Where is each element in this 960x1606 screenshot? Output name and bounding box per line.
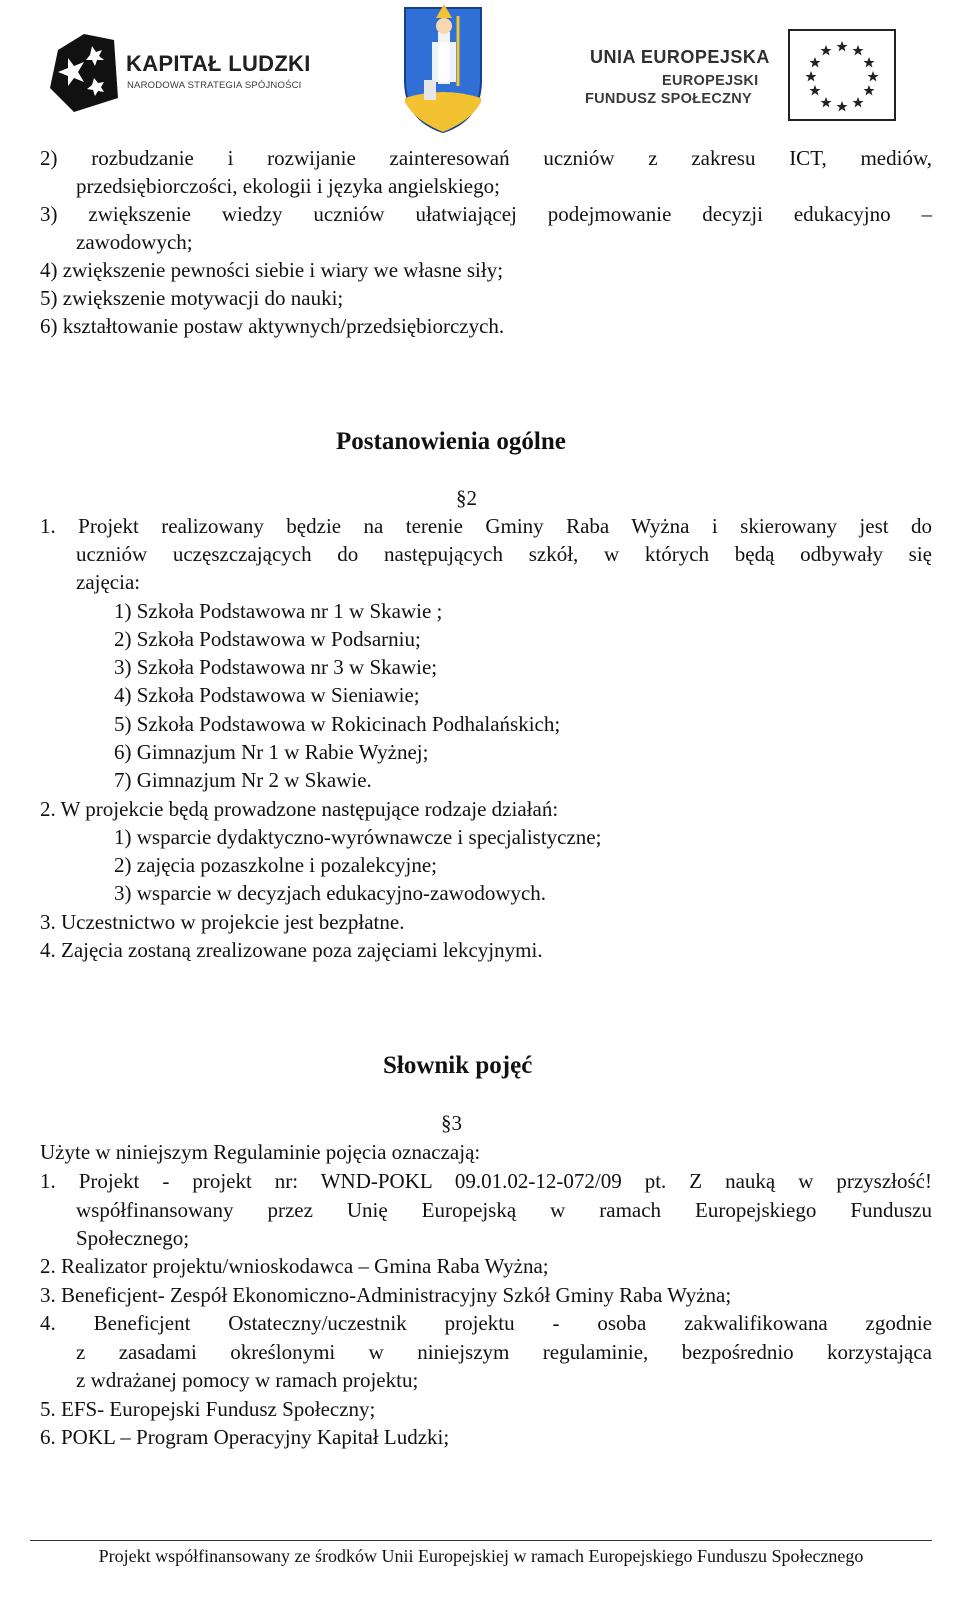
kapital-ludzki-emblem-icon bbox=[44, 28, 124, 114]
goal-line: zawodowych; bbox=[76, 230, 193, 254]
section-heading: Postanowienia ogólne bbox=[336, 428, 566, 455]
item1-line: zajęcia: bbox=[76, 570, 141, 594]
eu-flag-icon bbox=[788, 29, 896, 121]
ue-subtitle-2: FUNDUSZ SPOŁECZNY bbox=[585, 91, 753, 107]
school-list-item: 5) Szkoła Podstawowa w Rokicinach Podhalańskich; bbox=[114, 712, 561, 736]
eu-logo bbox=[560, 25, 920, 125]
item2-line: 2. W projekcie będą prowadzone następujące rodzaje działań: bbox=[40, 797, 559, 821]
section-heading: Słownik pojęć bbox=[383, 1052, 533, 1079]
ue-subtitle-1: EUROPEJSKI bbox=[662, 73, 759, 89]
glossary-line: 3. Beneficjent- Zespół Ekonomiczno-Administracyjny Szkół Gminy Raba Wyżna; bbox=[40, 1283, 732, 1307]
activity-list-item: 3) wsparcie w decyzjach edukacyjno-zawodowych. bbox=[114, 881, 547, 905]
gmina-coat-of-arms-icon bbox=[402, 2, 484, 134]
goal-line: 3) zwiększenie wiedzy uczniów ułatwiającej podejmowanie decyzji edukacyjno – bbox=[40, 202, 932, 226]
activity-list-item: 1) wsparcie dydaktyczno-wyrównawcze i specjalistyczne; bbox=[114, 825, 602, 849]
activity-list-item: 2) zajęcia pozaszkolne i pozalekcyjne; bbox=[114, 853, 437, 877]
page-header bbox=[0, 0, 960, 140]
school-list-item: 4) Szkoła Podstawowa w Sieniawie; bbox=[114, 683, 420, 707]
page-footer: Projekt współfinansowany ze środków Unii Europejskiej w ramach Europejskiego Funduszu Społecznego bbox=[98, 1546, 864, 1566]
item1-line: uczniów uczęszczających do następujących szkół, w których będą odbywały się bbox=[76, 542, 932, 566]
footer-divider bbox=[30, 1540, 932, 1541]
glossary-line: 1. Projekt - projekt nr: WND-POKL 09.01.02-12-072/09 pt. Z nauką w przyszłość! bbox=[40, 1169, 932, 1193]
glossary-line: Społecznego; bbox=[76, 1226, 190, 1250]
goal-line: 6) kształtowanie postaw aktywnych/przedsiębiorczych. bbox=[40, 314, 505, 338]
school-list-item: 1) Szkoła Podstawowa nr 1 w Skawie ; bbox=[114, 599, 443, 623]
paragraph-mark: §3 bbox=[441, 1111, 462, 1135]
ue-title: UNIA EUROPEJSKA bbox=[590, 47, 770, 67]
glossary-line: 5. EFS- Europejski Fundusz Społeczny; bbox=[40, 1397, 376, 1421]
glossary-line: 6. POKL – Program Operacyjny Kapitał Ludzki; bbox=[40, 1425, 450, 1449]
item3-line: 3. Uczestnictwo w projekcie jest bezpłatne. bbox=[40, 910, 405, 934]
goal-line: 4) zwiększenie pewności siebie i wiary we własne siły; bbox=[40, 258, 504, 282]
kapital-ludzki-subtitle: NARODOWA STRATEGIA SPÓJNOŚCI bbox=[127, 80, 302, 91]
goal-line: 5) zwiększenie motywacji do nauki; bbox=[40, 286, 344, 310]
school-list-item: 2) Szkoła Podstawowa w Podsarniu; bbox=[114, 627, 421, 651]
school-list-item: 3) Szkoła Podstawowa nr 3 w Skawie; bbox=[114, 655, 438, 679]
kapital-ludzki-logo bbox=[44, 28, 349, 114]
item4-line: 4. Zajęcia zostaną zrealizowane poza zajęciami lekcyjnymi. bbox=[40, 938, 543, 962]
school-list-item: 7) Gimnazjum Nr 2 w Skawie. bbox=[114, 768, 372, 792]
glossary-line: 2. Realizator projektu/wnioskodawca – Gmina Raba Wyżna; bbox=[40, 1254, 549, 1278]
glossary-line: 4. Beneficjent Ostateczny/uczestnik projektu - osoba zakwalifikowana zgodnie bbox=[40, 1311, 932, 1335]
glossary-line: z wdrażanej pomocy w ramach projektu; bbox=[76, 1368, 419, 1392]
glossary-intro: Użyte w niniejszym Regulaminie pojęcia oznaczają: bbox=[40, 1140, 481, 1164]
glossary-line: z zasadami określonymi w niniejszym regulaminie, bezpośrednio korzystająca bbox=[76, 1340, 932, 1364]
paragraph-mark: §2 bbox=[456, 486, 477, 510]
goal-line: przedsiębiorczości, ekologii i języka angielskiego; bbox=[76, 174, 500, 198]
school-list-item: 6) Gimnazjum Nr 1 w Rabie Wyżnej; bbox=[114, 740, 429, 764]
glossary-line: współfinansowany przez Unię Europejską w ramach Europejskiego Funduszu bbox=[76, 1198, 932, 1222]
goal-line: 2) rozbudzanie i rozwijanie zainteresowań uczniów z zakresu ICT, mediów, bbox=[40, 146, 932, 170]
kapital-ludzki-title: KAPITAŁ LUDZKI bbox=[126, 51, 311, 76]
item1-line: 1. Projekt realizowany będzie na terenie Gminy Raba Wyżna i skierowany jest do bbox=[40, 514, 932, 538]
